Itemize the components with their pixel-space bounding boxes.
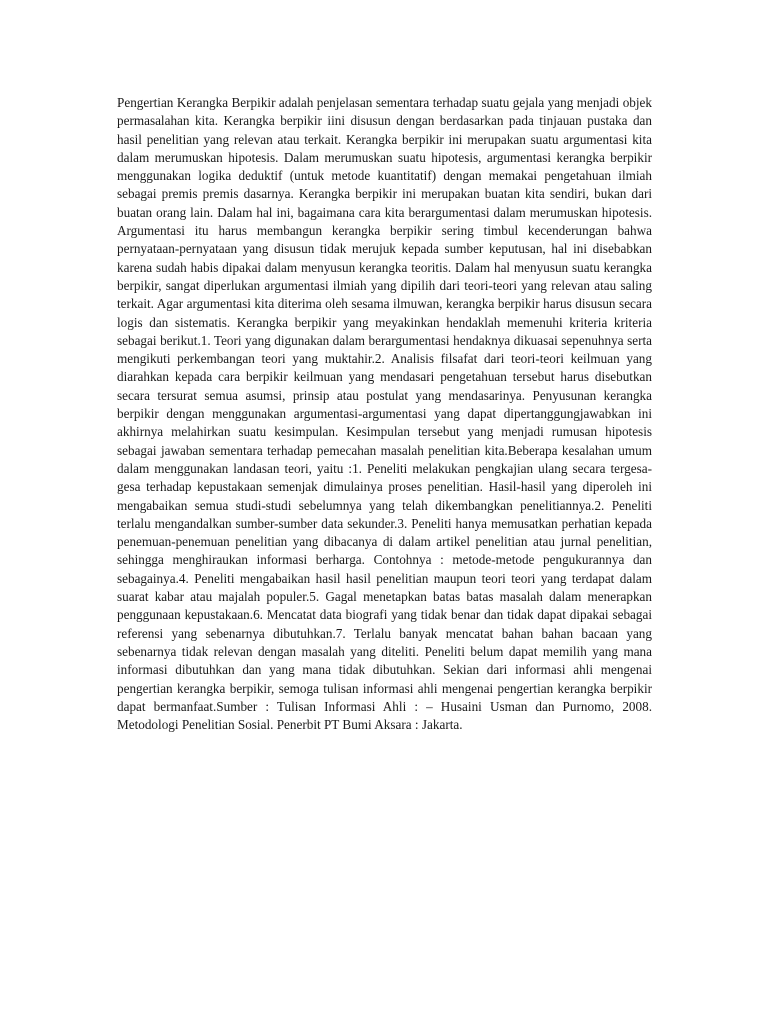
body-paragraph: Pengertian Kerangka Berpikir adalah penjelasan sementara terhadap suatu gejala yang menjadi objek permasalahan kita. Kerangka berpikir iini disusun dengan berdasarkan pada tinjauan pustaka dan hasil penelitian yang relevan atau terkait. Kerangka berpikir ini merupakan suatu argumentasi kita dalam merumuskan hipotesis. Dalam merumuskan suatu hipotesis, argumentasi kerangka berpikir menggunakan logika deduktif (untuk metode kuantitatif) dengan memakai pengetahuan ilmiah sebagai premis premis dasarnya. Kerangka berpikir ini merupakan buatan kita sendiri, bukan dari buatan orang lain. Dalam hal ini, bagaimana cara kita berargumentasi dalam merumuskan hipotesis. Argumentasi itu harus membangun kerangka berpikir sering timbul kecenderungan bahwa pernyataan-pernyataan yang disusun tidak merujuk kepada sumber keputusan, hal ini disebabkan karena sudah habis dipakai dalam menyusun kerangka teoritis. Dalam hal menyusun suatu kerangka berpikir, sangat diperlukan argumentasi ilmiah yang dipilih dari teori-teori yang relevan atau saling terkait. Agar argumentasi kita diterima oleh sesama ilmuwan, kerangka berpikir harus disusun secara logis dan sistematis. Kerangka berpikir yang meyakinkan hendaklah memenuhi kriteria kriteria sebagai berikut.1. Teori yang digunakan dalam berargumentasi hendaknya dikuasai sepenuhnya serta mengikuti perkembangan teori yang muktahir.2. Analisis filsafat dari teori-teori keilmuan yang diarahkan kepada cara berpikir keilmuan yang mendasari pengetahuan tersebut harus disebutkan secara tersurat semua asumsi, prinsip atau postulat yang mendasarinya. Penyusunan kerangka berpikir dengan menggunakan argumentasi-argumentasi yang dapat dipertanggungjawabkan ini akhirnya melahirkan suatu kesimpulan. Kesimpulan tersebut yang menjadi rumusan hipotesis sebagai jawaban sementara terhadap pemecahan masalah penelitian kita.Beberapa kesalahan umum dalam menggunakan landasan teori, yaitu :1. Peneliti melakukan pengkajian ulang secara tergesa-gesa terhadap kepustakaan semenjak dimulainya proses penelitian. Hasil-hasil yang diperoleh ini mengabaikan semua studi-studi sebelumnya yang telah dikembangkan penelitiannya.2. Peneliti terlalu mengandalkan sumber-sumber data sekunder.3. Peneliti hanya memusatkan perhatian kepada penemuan-penemuan penelitian yang dibacanya di dalam artikel penelitian atau jurnal penelitian, sehingga menghiraukan informasi berharga. Contohnya : metode-metode pengukurannya dan sebagainya.4. Peneliti mengabaikan hasil hasil penelitian maupun teori teori yang terdapat dalam suarat kabar atau majalah populer.5. Gagal menetapkan batas batas masalah dalam menerapkan penggunaan kepustakaan.6. Mencatat data biografi yang tidak benar dan tidak dapat dipakai sebagai referensi yang sebenarnya dibutuhkan.7. Terlalu banyak mencatat bahan bahan bacaan yang sebenarnya tidak relevan dengan masalah yang diteliti. Peneliti belum dapat memilih yang mana informasi dibutuhkan dan yang mana tidak dibutuhkan. Sekian dari informasi ahli mengenai pengertian kerangka berpikir, semoga tulisan informasi ahli mengenai pengertian kerangka berpikir dapat bermanfaat.Sumber : Tulisan Informasi Ahli : – Husaini Usman dan Purnomo, 2008. Metodologi Penelitian Sosial. Penerbit PT Bumi Aksara : Jakarta. (117, 95, 652, 733)
